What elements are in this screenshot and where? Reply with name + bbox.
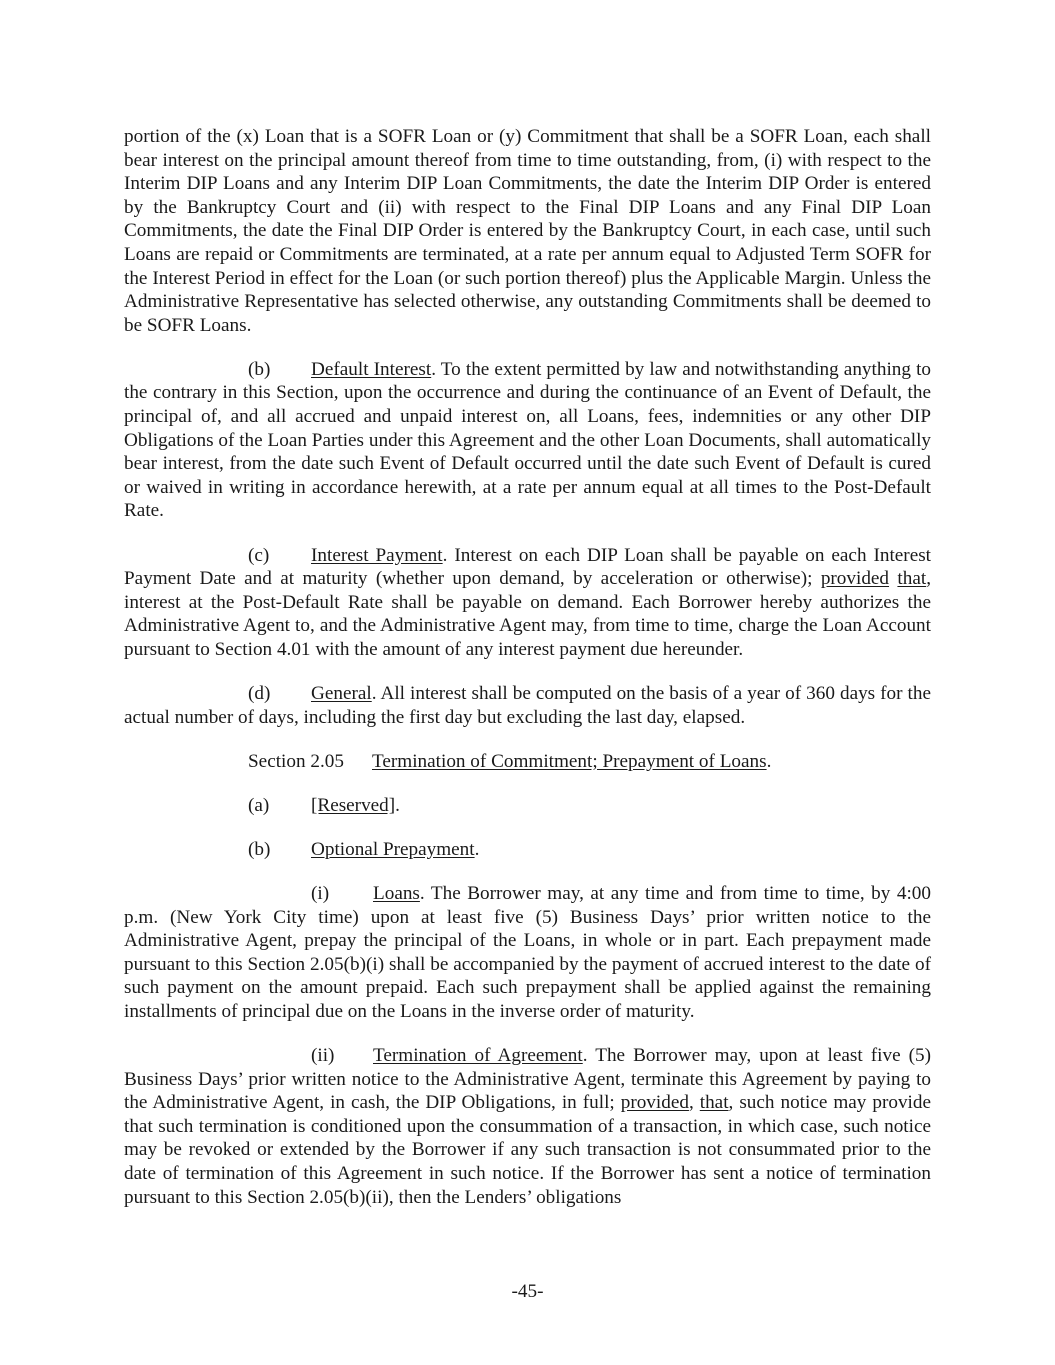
comma: , xyxy=(688,1092,700,1114)
paragraph-interest-payment xyxy=(124,544,931,662)
paragraph-label: (d) xyxy=(248,682,271,704)
paragraph-default-interest xyxy=(124,358,931,523)
subsection-heading: [Reserved] xyxy=(311,794,396,816)
item-loans xyxy=(124,882,931,1024)
paragraph-heading: General xyxy=(311,682,372,704)
section-title: Termination of Commitment; Prepayment of Loans xyxy=(372,750,767,772)
paragraph-body: . To the extent permitted by law and notwithstanding anything to the contrary in this Section, upon the occurrence and during the continuance of an Event of Default, the principal of, and all accrued and unpaid interest on, all Loans, fees, indemnities or any other DIP Obligations of the Loan Parties under this Agreement and the other Loan Documents, shall automatically bear interest, from the date such Event of Default occurred until the date such Event of Default is cured or waived in writing in accordance herewith, at a rate per annum equal at all times to the Post-Default Rate. xyxy=(124,358,932,522)
that-term: that xyxy=(699,1092,729,1114)
paragraph-body: . All interest shall be computed on the basis of a year of 360 days for the actual number of days, including the first day but excluding the last day, elapsed. xyxy=(124,682,931,728)
item-termination-of-agreement xyxy=(124,1044,931,1209)
provided-term: provided xyxy=(820,568,890,590)
paragraph-heading: Default Interest xyxy=(311,358,432,380)
paragraph-label: (b) xyxy=(248,358,271,380)
page-number: -45- xyxy=(511,1281,544,1302)
subsection-reserved xyxy=(124,794,931,818)
section-heading xyxy=(124,750,931,774)
document-page xyxy=(124,125,931,1230)
paragraph-body: . Interest on each DIP Loan shall be payable on each Interest Payment Date and at maturity (whether upon demand, by acceleration or otherwise); xyxy=(124,544,932,590)
section-number: Section 2.05 xyxy=(248,750,344,772)
subsection-label: (b) xyxy=(248,838,271,860)
item-body-continued: , such notice may provide that such termination is conditioned upon the consummation of a transaction, in which case, such notice may be revoked or extended by the Borrower if any such transaction is not consummated prior to the date of termination of this Agreement in such notice. If the Borrower has sent a notice of termination pursuant to this Section 2.05(b)(ii), then the Lenders’ obligations xyxy=(124,1092,931,1208)
subsection-heading: Optional Prepayment xyxy=(311,838,475,860)
item-label: (i) xyxy=(311,882,330,904)
provided-term: provided xyxy=(620,1092,689,1114)
item-heading: Loans xyxy=(373,882,420,904)
paragraph-general xyxy=(124,682,931,729)
paragraph-label: (c) xyxy=(248,544,270,566)
subsection-suffix: . xyxy=(395,794,400,816)
subsection-label: (a) xyxy=(248,794,270,816)
subsection-suffix: . xyxy=(474,838,480,860)
item-body: . The Borrower may, at any time and from time to time, by 4:00 p.m. (New York City time) upon at least five (5) Business Days’ prior written notice to the Administrative Agent, prepay the principal of the Loans, in whole or in part. Each prepayment made pursuant to this Section 2.05(b)(i) shall be accompanied by the payment of accrued interest to the date of such payment on the amount prepaid. Each such prepayment shall be applied against the remaining installments of principal due on the Loans in the inverse order of maturity. xyxy=(124,882,931,1022)
item-body: . The Borrower may, upon at least five (5) Business Days’ prior written notice to the Administrative Agent, terminate this Agreement by paying to the Administrative Agent, in cash, the DIP Obligations, in full; xyxy=(124,1045,931,1114)
item-label: (ii) xyxy=(311,1045,335,1066)
intro-paragraph: portion of the (x) Loan that is a SOFR Loan or (y) Commitment that shall be a SOFR Loan, each shall bear interest on the principal amount thereof from time to time outstanding, from, (i) with respect to the Interim DIP Loans and any Interim DIP Loan Commitments, the date the Interim DIP Order is entered by the Bankruptcy Court and (ii) with respect to the Final DIP Loans and any Final DIP Loan Commitments, the date the Final DIP Order is entered by the Bankruptcy Court, in each case, until such Loans are repaid or Commitments are terminated, at a rate per annum equal to Adjusted Term SOFR for the Interest Period in effect for the Loan (or such portion thereof) plus the Applicable Margin. Unless the Administrative Representative has selected otherwise, any outstanding Commitments shall be deemed to be SOFR Loans. xyxy=(124,126,931,336)
item-heading: Termination of Agreement xyxy=(373,1045,583,1066)
paragraph-body-continued: , interest at the Post-Default Rate shall be payable on demand. Each Borrower hereby authorizes the Administrative Agent to, and the Administrative Agent may, from time to time, charge the Loan Account pursuant to Section 4.01 with the amount of any interest payment due hereunder. xyxy=(124,568,931,660)
that-term: that xyxy=(897,568,927,590)
subsection-optional-prepayment xyxy=(124,838,931,862)
section-title-suffix: . xyxy=(766,750,772,772)
paragraph-heading: Interest Payment xyxy=(311,544,443,566)
